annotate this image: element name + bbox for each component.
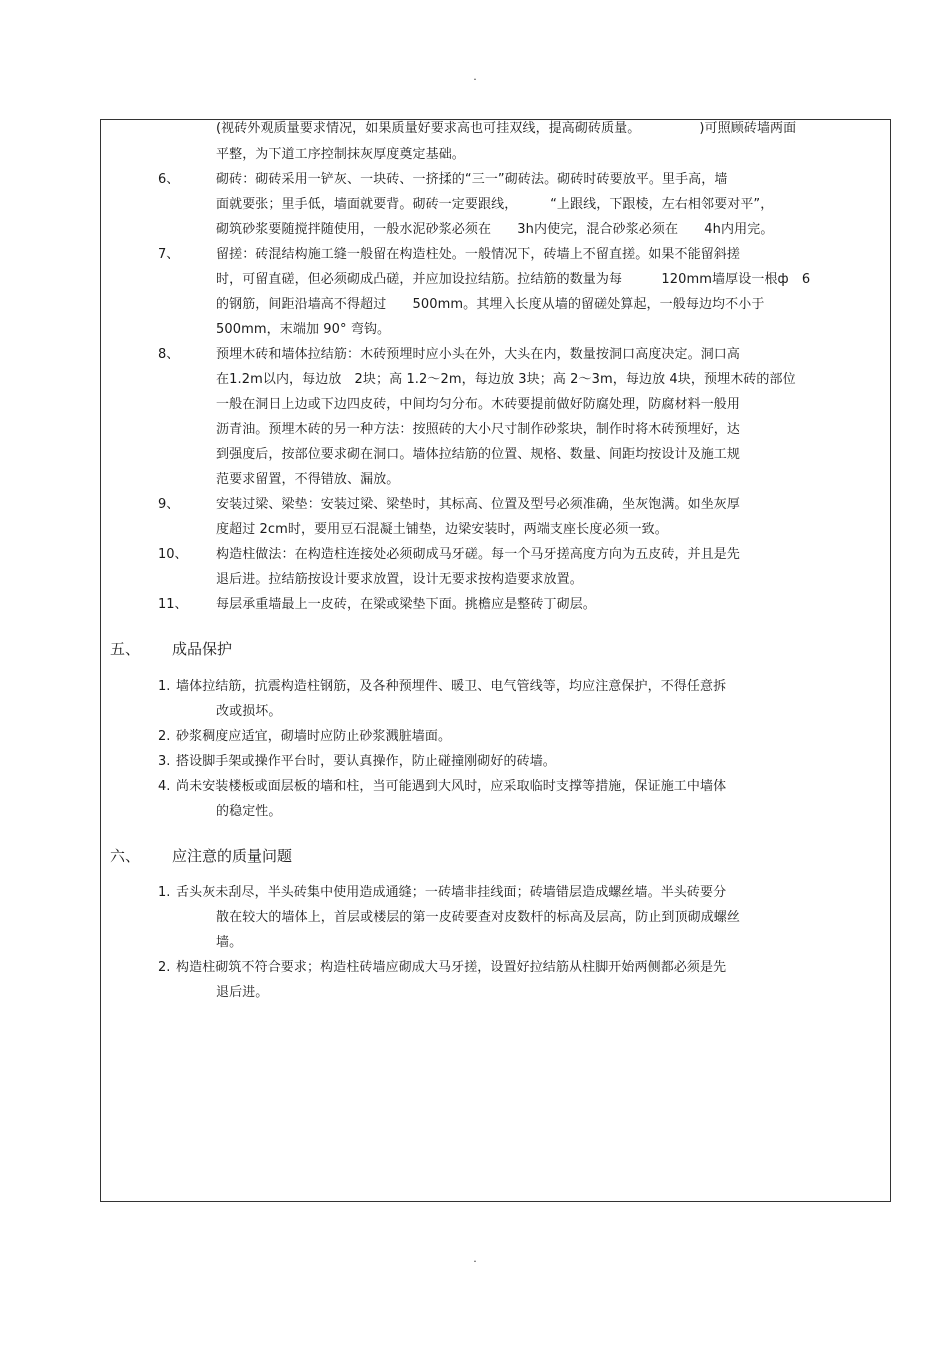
list-item-line: 改或损坏。: [216, 704, 282, 719]
list-item-number: 1.: [158, 679, 171, 694]
item-line: 500mm，末端加 90° 弯钩。: [216, 322, 391, 337]
list-item-line: 构造柱砌筑不符合要求；构造柱砖墙应砌成大马牙搓，设置好拉结筋从柱脚开始两侧都必须是先: [176, 960, 727, 975]
section-title: 成品保护: [172, 640, 233, 658]
item-line: 留搓：砖混结构施工缝一般留在构造柱处。一般情况下，砖墙上不留直搓。如果不能留斜搓: [216, 247, 741, 262]
item-number: 11、: [158, 597, 188, 612]
item-line: 沥青油。预埋木砖的另一种方法：按照砖的大小尺寸制作砂浆块，制作时将木砖预埋好，达: [216, 422, 741, 437]
item-line: 砌筑砂浆要随搅拌随使用，一般水泥砂浆必须在 3h内使完，混合砂浆必须在 4h内用完。: [216, 222, 774, 237]
item-line: 砌砖：砌砖采用一铲灰、一块砖、一挤揉的“三一”砌砖法。砌砖时砖要放平。里手高，墙: [216, 172, 728, 187]
list-item-line: 尚未安装楼板或面层板的墙和柱，当可能遇到大风时，应采取临时支撑等措施，保证施工中墙体: [176, 779, 727, 794]
item-line: 面就要张；里手低，墙面就要背。砌砖一定要跟线， “上跟线，下跟棱，左右相邻要对平”，: [216, 197, 774, 212]
list-item-line: 退后进。: [216, 985, 269, 1000]
item-line: 时，可留直磋，但必须砌成凸磋，并应加设拉结筋。拉结筋的数量为每 120mm墙厚设一根ф 6: [216, 272, 811, 287]
list-item-line: 舌头灰未刮尽，半头砖集中使用造成通缝；一砖墙非挂线面；砖墙错层造成螺丝墙。半头砖要分: [176, 885, 727, 900]
item-line: 到强度后，按部位要求砌在洞口。墙体拉结筋的位置、规格、数量、间距均按设计及施工规: [216, 447, 741, 462]
item-line: 一般在洞日上边或下边四皮砖，中间均匀分布。木砖要提前做好防腐处理，防腐材料一般用: [216, 397, 741, 412]
item-line: 度超过 2cm时，要用豆石混凝土铺垫，边梁安装时，两端支座长度必须一致。: [216, 522, 668, 537]
item-line: 预埋木砖和墙体拉结筋：木砖预埋时应小头在外，大头在内，数量按洞口高度决定。洞口高: [216, 347, 741, 362]
list-item-line: 搭设脚手架或操作平台时，要认真操作，防止碰撞刚砌好的砖墙。: [176, 754, 556, 769]
list-item-line: 散在较大的墙体上，首层或楼层的第一皮砖要查对皮数杆的标高及层高，防止到顶砌成螺丝: [216, 910, 741, 925]
item-line: 退后进。拉结筋按设计要求放置，设计无要求按构造要求放置。: [216, 572, 583, 587]
item-line: 构造柱做法：在构造柱连接处必须砌成马牙磋。每一个马牙搓高度方向为五皮砖，并且是先: [216, 547, 741, 562]
intro-line: (视砖外观质量要求情况，如果质量好要求高也可挂双线，提高砌砖质量。 )可照顾砖墙两面: [216, 121, 797, 136]
item-line: 每层承重墙最上一皮砖，在梁或梁垫下面。挑檐应是整砖丁砌层。: [216, 597, 596, 612]
item-line: 范要求留置，不得错放、漏放。: [216, 472, 400, 487]
list-item-number: 4.: [158, 779, 171, 794]
list-item-line: 墙体拉结筋，抗震构造柱钢筋，及各种预埋件、暖卫、电气管线等，均应注意保护，不得任意拆: [176, 679, 727, 694]
intro-line: 平整，为下道工序控制抹灰厚度奠定基础。: [216, 147, 465, 162]
list-item-number: 3.: [158, 754, 171, 769]
list-item-line: 砂浆稠度应适宜，砌墙时应防止砂浆溅脏墙面。: [176, 729, 452, 744]
list-item-number: 1.: [158, 885, 171, 900]
item-line: 安装过梁、梁垫：安装过梁、梁垫时，其标高、位置及型号必须准确，坐灰饱满。如坐灰厚: [216, 497, 741, 512]
item-line: 在1.2m以内，每边放 2块；高 1.2～2m，每边放 3块；高 2～3m，每边放 4块，预埋木砖的部位: [216, 372, 796, 387]
item-number: 9、: [158, 497, 180, 512]
list-item-line: 墙。: [216, 935, 243, 950]
page-mark-top: .: [473, 70, 477, 83]
list-item-line: 的稳定性。: [216, 804, 282, 819]
item-number: 10、: [158, 547, 188, 562]
item-number: 8、: [158, 347, 180, 362]
list-item-number: 2.: [158, 960, 171, 975]
section-number: 六、: [110, 847, 141, 865]
item-number: 6、: [158, 172, 180, 187]
section-title: 应注意的质量问题: [172, 847, 293, 865]
list-item-number: 2.: [158, 729, 171, 744]
section-number: 五、: [110, 640, 141, 658]
item-number: 7、: [158, 247, 180, 262]
item-line: 的钢筋，间距沿墙高不得超过 500mm。其埋入长度从墙的留磋处算起，一般每边均不小于: [216, 297, 765, 312]
page-mark-bottom: .: [473, 1252, 477, 1265]
